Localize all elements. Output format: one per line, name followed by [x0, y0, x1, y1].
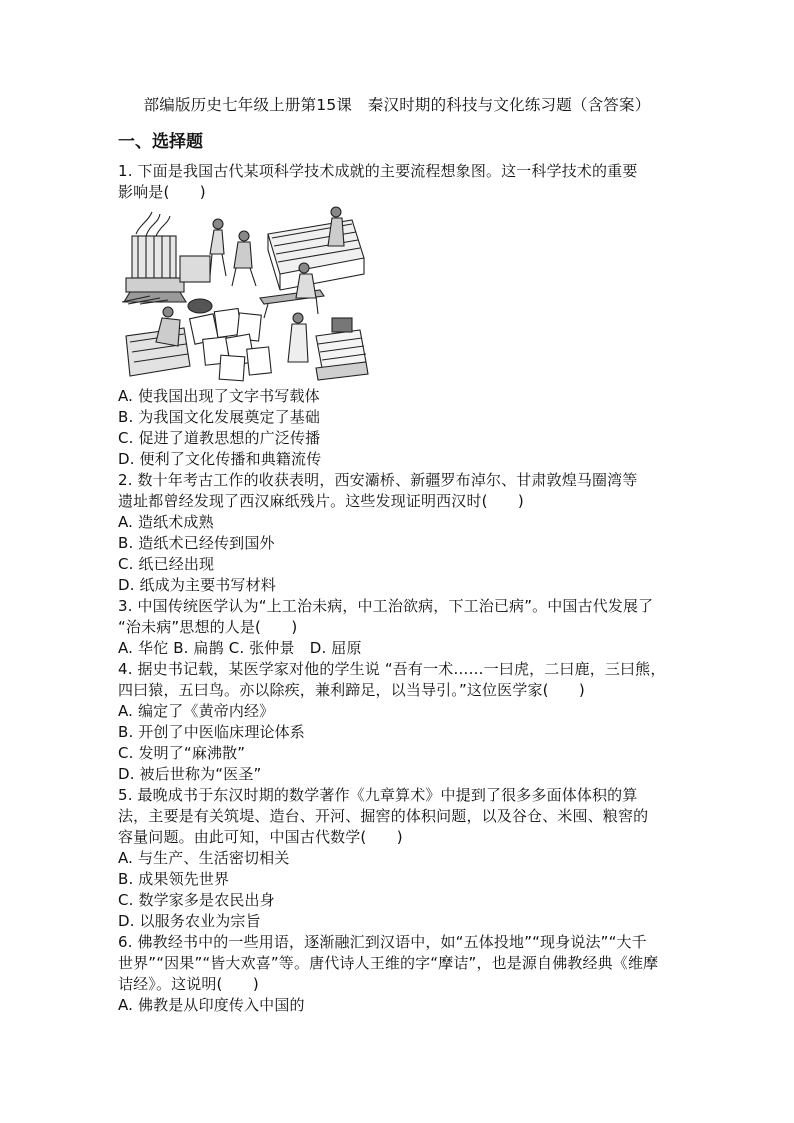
question-1-option-d: D. 便利了文化传播和典籍流传	[118, 450, 322, 468]
question-4-option-d: D. 被后世称为“医圣”	[118, 765, 262, 783]
question-2-option-b: B. 造纸术已经传到国外	[118, 534, 275, 552]
question-5-option-c: C. 数学家多是农民出身	[118, 891, 275, 909]
question-4-option-c: C. 发明了“麻沸散”	[118, 744, 246, 762]
question-1-option-b: B. 为我国文化发展奠定了基础	[118, 408, 321, 426]
question-4-stem-line-2: 四曰猿，五曰鸟。亦以除疾，兼利蹄足，以当导引。”这位医学家( )	[118, 681, 585, 699]
question-3-stem-line-2: “治未病”思想的人是( )	[118, 618, 298, 636]
question-2-stem-line-2: 遗址都曾经发现了西汉麻纸残片。这些发现证明西汉时( )	[118, 492, 524, 510]
papermaking-process-illustration	[120, 206, 372, 384]
question-2-option-a: A. 造纸术成熟	[118, 513, 214, 531]
question-5-stem-line-3: 容量问题。由此可知，中国古代数学( )	[118, 828, 403, 846]
question-4-option-a: A. 编定了《黄帝内经》	[118, 702, 275, 720]
section-heading: 一、选择题	[118, 132, 203, 152]
question-2-stem-line-1: 2. 数十年考古工作的收获表明，西安灞桥、新疆罗布淖尔、甘肃敦煌马圈湾等	[118, 471, 638, 489]
question-5-stem-line-2: 法，主要是有关筑堤、造台、开河、掘窖的体积问题，以及谷仓、米囤、粮窖的	[118, 807, 649, 825]
question-5-option-d: D. 以服务农业为宗旨	[118, 912, 261, 930]
question-5-stem-line-1: 5. 最晚成书于东汉时期的数学著作《九章算术》中提到了很多多面体体积的算	[118, 786, 638, 804]
document-title: 部编版历史七年级上册第15课 秦汉时期的科技与文化练习题（含答案）	[143, 96, 651, 114]
question-4-stem-line-1: 4. 据史书记载，某医学家对他的学生说 “吾有一术……一曰虎，二曰鹿，三曰熊，	[118, 660, 666, 678]
question-3-stem-line-1: 3. 中国传统医学认为“上工治未病，中工治欲病，下工治已病”。中国古代发展了	[118, 597, 654, 615]
question-1-option-a: A. 使我国出现了文字书写载体	[118, 387, 320, 405]
question-2-option-c: C. 纸已经出现	[118, 555, 215, 573]
question-1-stem-line-2: 影响是( )	[118, 183, 206, 201]
question-6-stem-line-3: 诘经》。这说明( )	[118, 975, 259, 993]
question-6-option-a: A. 佛教是从印度传入中国的	[118, 996, 305, 1014]
question-6-stem-line-2: 世界”“因果”“皆大欢喜”等。唐代诗人王维的字“摩诘”，也是源自佛教经典《维摩	[118, 954, 659, 972]
question-2-option-d: D. 纸成为主要书写材料	[118, 576, 276, 594]
question-6-stem-line-1: 6. 佛教经书中的一些用语，逐渐融汇到汉语中，如“五体投地”“现身说法”“大千	[118, 933, 647, 951]
question-5-option-b: B. 成果领先世界	[118, 870, 230, 888]
question-5-option-a: A. 与生产、生活密切相关	[118, 849, 290, 867]
question-1-stem-line-1: 1. 下面是我国古代某项科学技术成就的主要流程想象图。这一科学技术的重要	[118, 162, 638, 180]
question-1-option-c: C. 促进了道教思想的广泛传播	[118, 429, 321, 447]
question-4-option-b: B. 开创了中医临床理论体系	[118, 723, 305, 741]
question-3-options: A. 华佗 B. 扁鹊 C. 张仲景 D. 屈原	[118, 639, 362, 657]
